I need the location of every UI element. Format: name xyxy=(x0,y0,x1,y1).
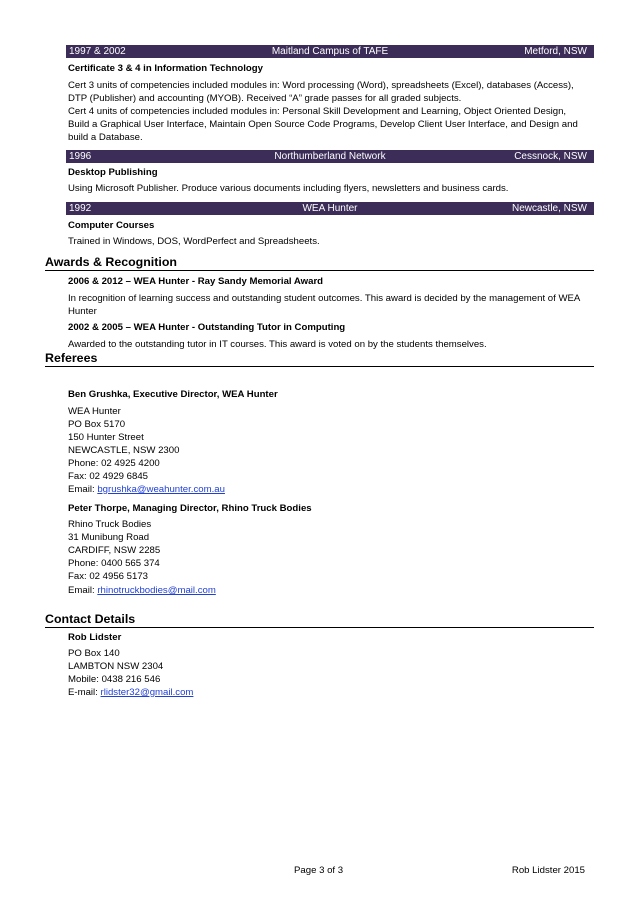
referee-line: NEWCASTLE, NSW 2300 xyxy=(68,445,180,456)
education-title: Computer Courses xyxy=(68,220,155,231)
education-line: Trained in Windows, DOS, WordPerfect and Spreadsheets. xyxy=(68,236,320,247)
referee-email-row xyxy=(68,584,216,597)
education-title: Certificate 3 & 4 in Information Technology xyxy=(68,63,263,74)
education-bar xyxy=(66,202,594,215)
education-line: build a Database. xyxy=(68,132,143,143)
section-heading-contact: Contact Details xyxy=(45,611,594,628)
referee-line: Fax: 02 4956 5173 xyxy=(68,571,149,582)
referee-line: 31 Munibung Road xyxy=(68,532,150,543)
education-line: DTP (Publisher) and accounting (MYOB). Received “A” grade passes for all graded subjects. xyxy=(68,93,462,104)
referee-email-link[interactable]: bgrushka@weahunter.com.au xyxy=(97,484,225,495)
referee-line: Fax: 02 4929 6845 xyxy=(68,471,149,482)
section-heading-referees: Referees xyxy=(45,350,594,367)
education-location: Cessnock, NSW xyxy=(514,151,587,162)
referee-line: WEA Hunter xyxy=(68,406,121,417)
referee-line: PO Box 5170 xyxy=(68,419,126,430)
email-label: Email: xyxy=(68,484,98,495)
education-year: 1996 xyxy=(69,151,92,162)
award-line: In recognition of learning success and outstanding student outcomes. This award is decided by the management of WEA xyxy=(68,293,581,304)
referee-name: Peter Thorpe, Managing Director, Rhino Truck Bodies xyxy=(68,503,312,514)
education-title: Desktop Publishing xyxy=(68,167,158,178)
education-institution: Northumberland Network xyxy=(274,151,386,162)
referee-line: Rhino Truck Bodies xyxy=(68,519,152,530)
referee-line: Phone: 02 4925 4200 xyxy=(68,458,160,469)
referee-email-row xyxy=(68,483,225,496)
education-institution: Maitland Campus of TAFE xyxy=(271,46,389,57)
award-title: 2006 & 2012 – WEA Hunter - Ray Sandy Memorial Award xyxy=(68,276,324,287)
award-title: 2002 & 2005 – WEA Hunter - Outstanding Tutor in Computing xyxy=(68,322,346,333)
email-label: Email: xyxy=(68,585,98,596)
referee-name: Ben Grushka, Executive Director, WEA Hunter xyxy=(68,389,278,400)
contact-email-row xyxy=(68,686,193,699)
contact-line: LAMBTON NSW 2304 xyxy=(68,661,164,672)
education-line: Using Microsoft Publisher. Produce various documents including flyers, newsletters and business cards. xyxy=(68,183,509,194)
education-line: Cert 4 units of competencies included modules in: Personal Skill Development and Learning, Object Oriented Design, xyxy=(68,106,567,117)
contact-line: PO Box 140 xyxy=(68,648,120,659)
education-location: Metford, NSW xyxy=(524,46,587,57)
education-bar xyxy=(66,45,594,58)
education-bar xyxy=(66,150,594,163)
referee-line: CARDIFF, NSW 2285 xyxy=(68,545,161,556)
contact-email-link[interactable]: rlidster32@gmail.com xyxy=(100,687,194,698)
footer-author: Rob Lidster 2015 xyxy=(511,865,585,876)
education-institution: WEA Hunter xyxy=(302,203,358,214)
referee-email-link[interactable]: rhinotruckbodies@mail.com xyxy=(97,585,216,596)
award-line: Hunter xyxy=(68,306,97,317)
footer-page-number: Page 3 of 3 xyxy=(294,865,344,876)
education-location: Newcastle, NSW xyxy=(511,203,587,214)
section-heading-awards: Awards & Recognition xyxy=(45,254,594,271)
education-line: Build a Graphical User Interface, Maintain Open Source Code Programs, Develop Client User Interface, and Design and xyxy=(68,119,578,130)
contact-name: Rob Lidster xyxy=(68,632,122,643)
contact-line: Mobile: 0438 216 546 xyxy=(68,674,161,685)
education-line: Cert 3 units of competencies included modules in: Word processing (Word), spreadsheets (Excel), databases (Access), xyxy=(68,80,574,91)
referee-line: Phone: 0400 565 374 xyxy=(68,558,160,569)
email-label: E-mail: xyxy=(68,687,101,698)
education-year: 1992 xyxy=(69,203,92,214)
referee-line: 150 Hunter Street xyxy=(68,432,144,443)
award-line: Awarded to the outstanding tutor in IT courses. This award is voted on by the students themselves. xyxy=(68,339,487,350)
education-year: 1997 & 2002 xyxy=(69,46,126,57)
